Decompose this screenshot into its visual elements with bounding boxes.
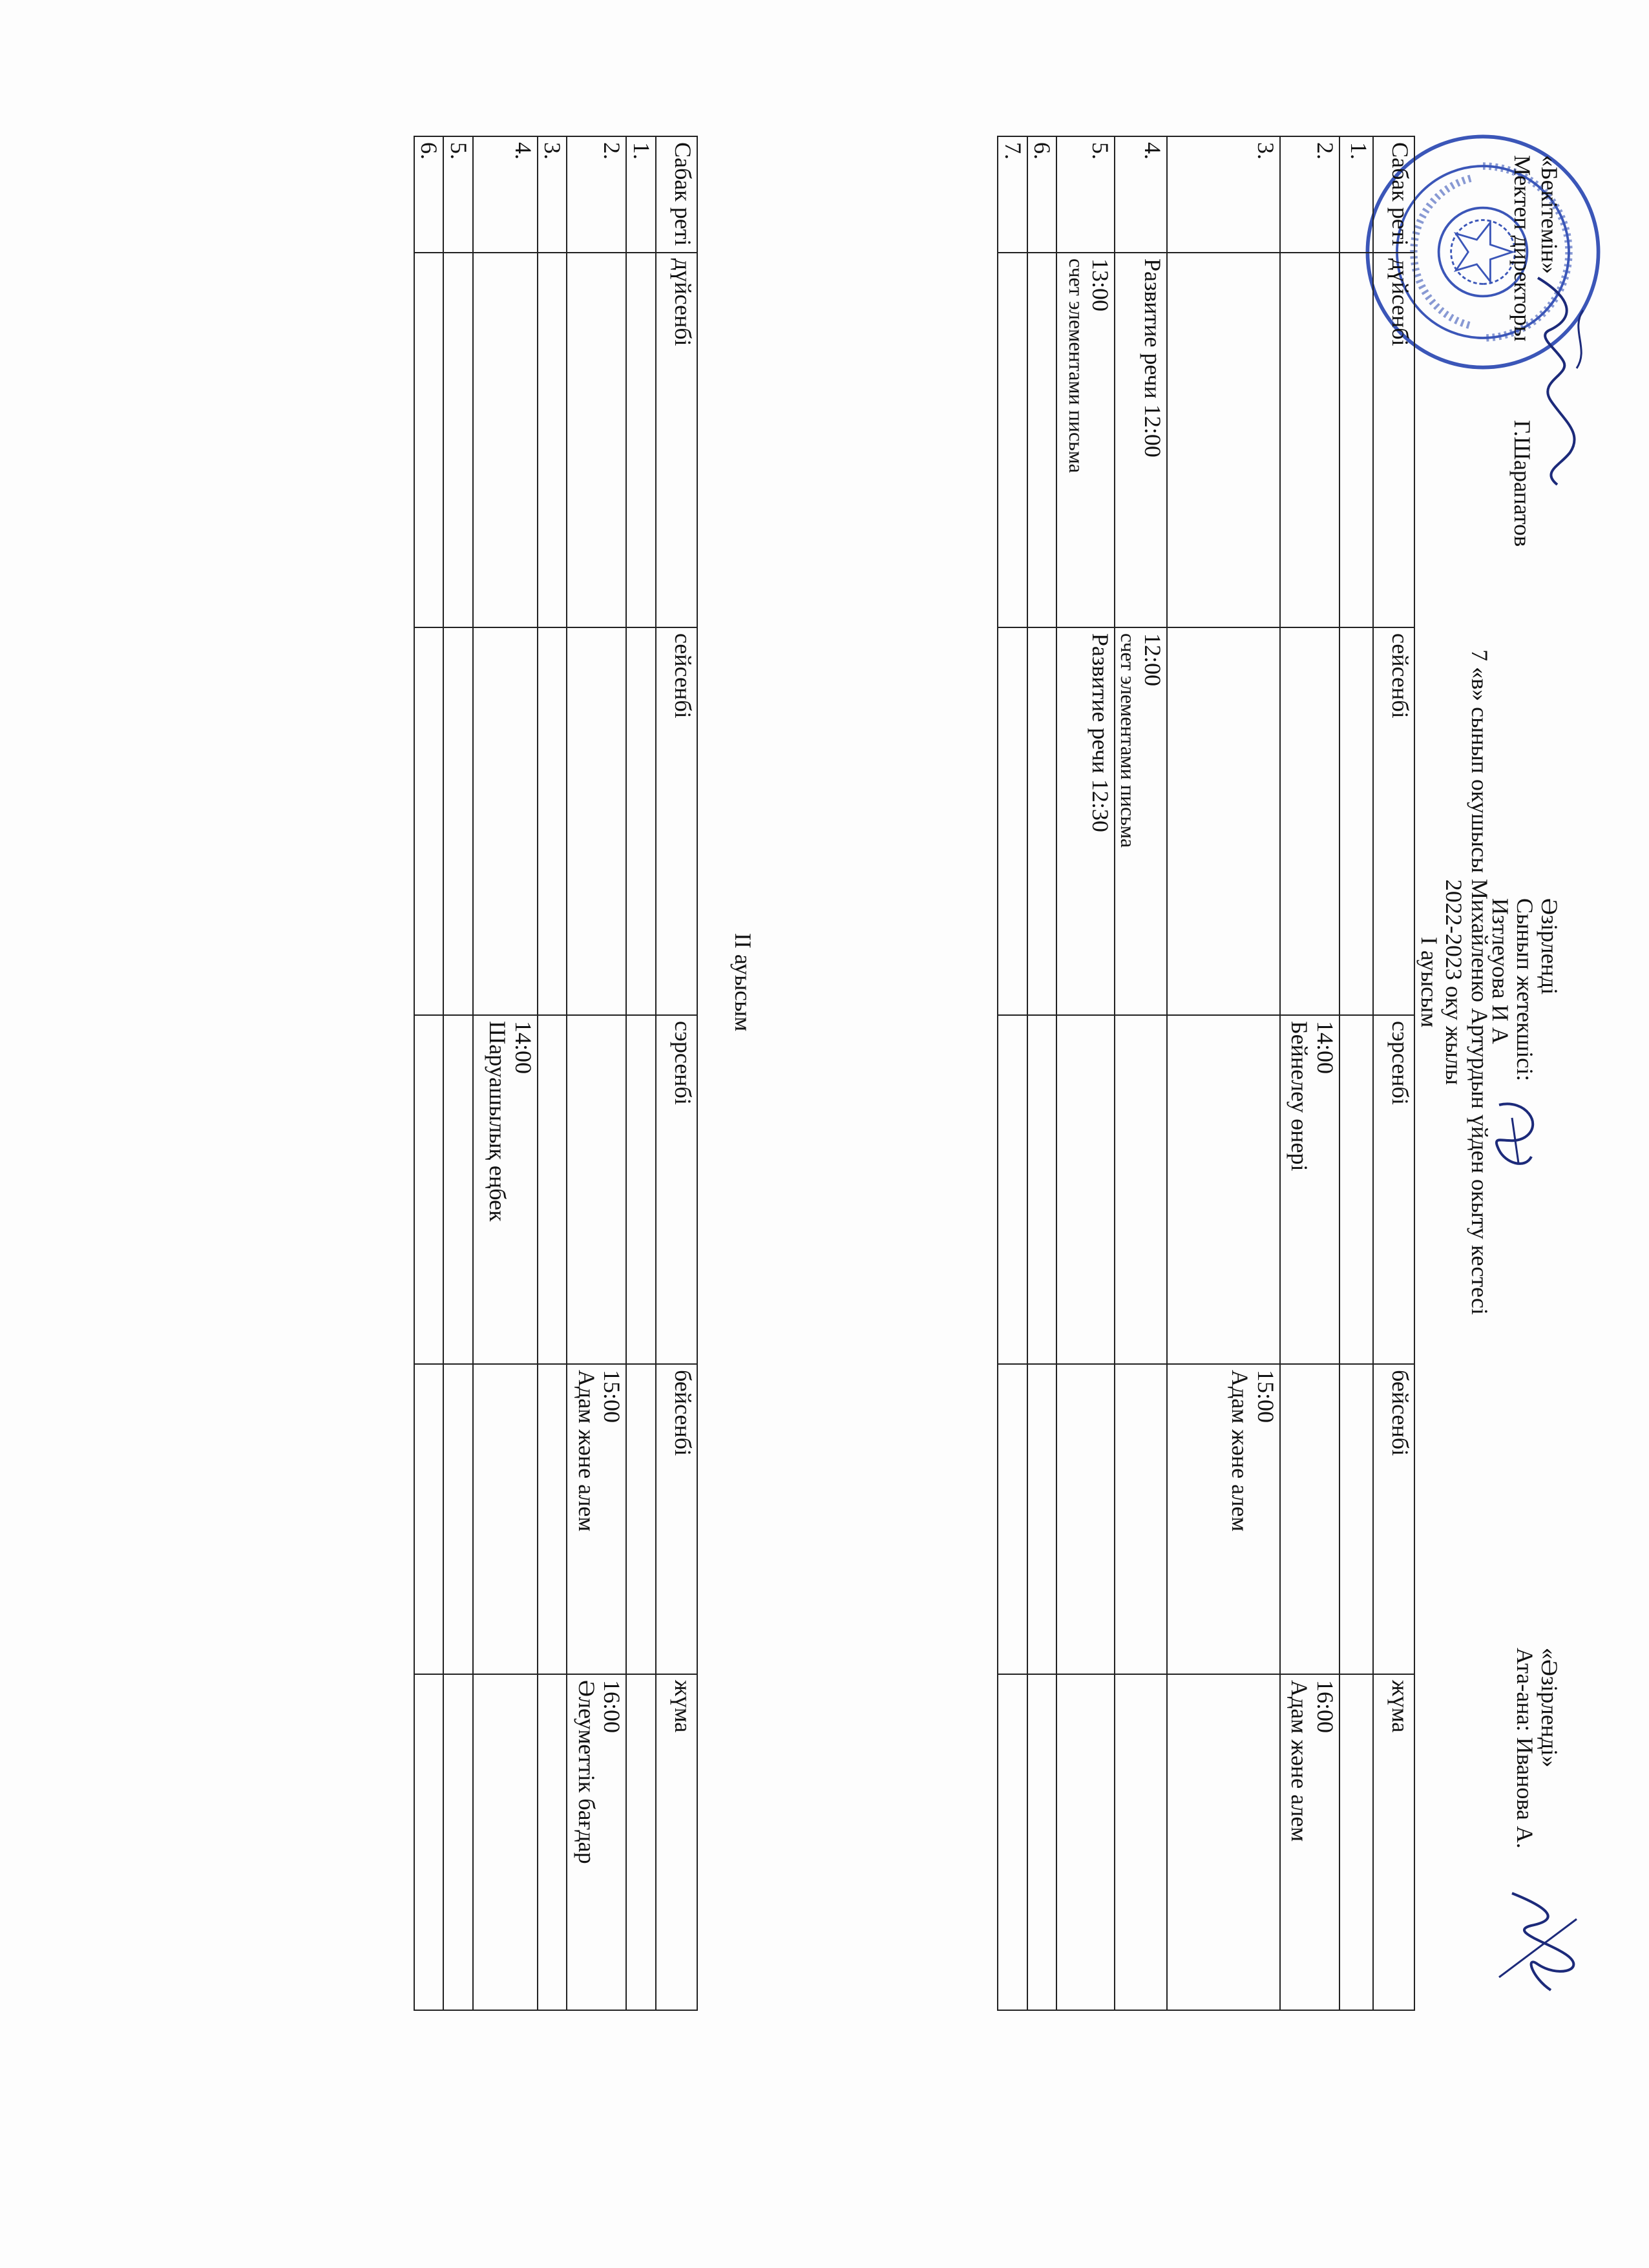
approved-label: «Бекітемін» — [1537, 155, 1562, 274]
cell-friday — [538, 1674, 567, 2010]
cell-monday — [1167, 253, 1280, 627]
table-row — [626, 136, 656, 2010]
cell-monday — [1339, 253, 1373, 627]
table-row — [1339, 136, 1373, 2010]
cell-monday — [1280, 253, 1339, 627]
parent-signature — [1493, 1880, 1596, 1997]
cell-monday — [567, 253, 626, 627]
cell-tuesday — [1280, 627, 1339, 1015]
cell-text: 15:00 — [599, 1370, 625, 1423]
cell-friday — [567, 1674, 626, 2010]
table-row — [1056, 136, 1115, 2010]
cell-wednesday — [626, 1015, 656, 1364]
col-friday: жүма — [1373, 1674, 1414, 2010]
lesson-number: 1. — [1339, 136, 1373, 253]
cell-friday — [1027, 1674, 1057, 2010]
col-wednesday: сэрсенбі — [656, 1015, 697, 1364]
lesson-number: 4. — [473, 136, 538, 253]
cell-thursday — [414, 1364, 444, 1674]
cell-text: Развитие речи 12:30 — [1087, 633, 1114, 832]
rotated-content — [52, 6, 1602, 2203]
cell-text: Адам және алем — [573, 1370, 600, 1532]
cell-friday — [473, 1674, 538, 2010]
shift-1-label: I ауысым — [1416, 936, 1442, 1028]
cell-thursday — [998, 1364, 1027, 1674]
cell-friday — [626, 1674, 656, 2010]
cell-tuesday — [538, 627, 567, 1015]
lesson-number: 7. — [998, 136, 1027, 253]
school-year: 2022-2023 оку жылы — [1441, 879, 1467, 1086]
cell-thursday — [1027, 1364, 1057, 1674]
table-header-row — [1373, 136, 1414, 2010]
lesson-number: 6. — [1027, 136, 1057, 253]
cell-monday — [538, 253, 567, 627]
cell-wednesday — [567, 1015, 626, 1364]
cell-wednesday — [1056, 1015, 1115, 1364]
table-header-row — [656, 136, 697, 2010]
col-lesson-order: Сабак реті — [1373, 136, 1414, 253]
table-row — [473, 136, 538, 2010]
cell-tuesday — [1339, 627, 1373, 1015]
cell-friday — [1339, 1674, 1373, 2010]
parent-name: Ата-ана: Иванова А. — [1512, 1648, 1538, 1849]
cell-tuesday — [1115, 627, 1167, 1015]
cell-text: Адам және алем — [1227, 1370, 1254, 1532]
cell-thursday — [1339, 1364, 1373, 1674]
col-tuesday: сейсенбі — [656, 627, 697, 1015]
cell-tuesday — [443, 627, 473, 1015]
cell-friday — [414, 1674, 444, 2010]
cell-monday — [473, 253, 538, 627]
lesson-number: 3. — [538, 136, 567, 253]
cell-friday — [1167, 1674, 1280, 2010]
schedule-table-shift-1 — [997, 136, 1415, 2011]
col-wednesday: сэрсенбі — [1373, 1015, 1414, 1364]
table-row — [538, 136, 567, 2010]
cell-monday — [1056, 253, 1115, 627]
cell-wednesday — [1115, 1015, 1167, 1364]
lesson-number: 5. — [1056, 136, 1115, 253]
table-row — [1115, 136, 1167, 2010]
cell-text: 14:00 — [1312, 1021, 1338, 1075]
cell-monday — [626, 253, 656, 627]
cell-tuesday — [414, 627, 444, 1015]
col-tuesday: сейсенбі — [1373, 627, 1414, 1015]
col-lesson-order: Сабак реті — [656, 136, 697, 253]
schedule-table-shift-2 — [414, 136, 698, 2011]
cell-tuesday — [1167, 627, 1280, 1015]
cell-text: счет элементами письма — [1064, 258, 1088, 473]
cell-friday — [1056, 1674, 1115, 2010]
cell-thursday — [443, 1364, 473, 1674]
cell-thursday — [1056, 1364, 1115, 1674]
cell-friday — [1115, 1674, 1167, 2010]
cell-text: 13:00 — [1087, 258, 1114, 312]
cell-text: счет элементами письма — [1117, 633, 1140, 848]
cell-wednesday — [443, 1015, 473, 1364]
cell-thursday — [626, 1364, 656, 1674]
cell-monday — [1115, 253, 1167, 627]
table-row — [567, 136, 626, 2010]
cell-monday — [998, 253, 1027, 627]
shift-2-label: II ауысым — [730, 932, 756, 1032]
cell-monday — [1027, 253, 1057, 627]
cell-wednesday — [538, 1015, 567, 1364]
cell-wednesday — [1027, 1015, 1057, 1364]
cell-tuesday — [998, 627, 1027, 1015]
table-row — [1167, 136, 1280, 2010]
cell-thursday — [567, 1364, 626, 1674]
teacher-role: Сынып жетекшісі: — [1512, 898, 1538, 1082]
cell-thursday — [1167, 1364, 1280, 1674]
table-row — [998, 136, 1027, 2010]
lesson-number: 3. — [1167, 136, 1280, 253]
cell-monday — [443, 253, 473, 627]
cell-thursday — [1115, 1364, 1167, 1674]
director-role: Мектеп директоры — [1509, 155, 1535, 342]
col-thursday: бейсенбі — [1373, 1364, 1414, 1674]
cell-wednesday — [1167, 1015, 1280, 1364]
cell-tuesday — [1027, 627, 1057, 1015]
cell-text: Развитие речи 12:00 — [1140, 258, 1166, 457]
col-monday: дүйсенбі — [656, 253, 697, 627]
cell-tuesday — [567, 627, 626, 1015]
table-row — [1280, 136, 1339, 2010]
cell-text: 15:00 — [1253, 1370, 1279, 1423]
cell-thursday — [473, 1364, 538, 1674]
col-thursday: бейсенбі — [656, 1364, 697, 1674]
document-title: 7 «в» сынып окушысы Михайленко Артурдын үйден окыту кестесі — [1467, 649, 1493, 1315]
cell-text: 12:00 — [1140, 633, 1166, 687]
cell-text: Адам және алем — [1287, 1680, 1313, 1842]
table-row — [1027, 136, 1057, 2010]
cell-friday — [998, 1674, 1027, 2010]
col-friday: жүма — [656, 1674, 697, 2010]
cell-monday — [414, 253, 444, 627]
teacher-name: Изтлеуова И А — [1487, 898, 1513, 1044]
cell-tuesday — [1056, 627, 1115, 1015]
director-name: Г.Шарапатов — [1509, 420, 1535, 547]
parent-agreed-label: «Әзірленді» — [1537, 1648, 1562, 1768]
cell-wednesday — [473, 1015, 538, 1364]
cell-thursday — [1280, 1364, 1339, 1674]
prepared-label: Әзірленді — [1537, 898, 1562, 995]
cell-text: Бейнелеу өнері — [1287, 1021, 1313, 1171]
cell-tuesday — [473, 627, 538, 1015]
cell-text: 16:00 — [599, 1680, 625, 1734]
cell-tuesday — [626, 627, 656, 1015]
cell-text: 14:00 — [510, 1021, 536, 1075]
cell-thursday — [538, 1364, 567, 1674]
cell-friday — [443, 1674, 473, 2010]
cell-wednesday — [1280, 1015, 1339, 1364]
lesson-number: 5. — [443, 136, 473, 253]
col-monday: дүйсенбі — [1373, 253, 1414, 627]
lesson-number: 2. — [567, 136, 626, 253]
table-row — [414, 136, 444, 2010]
lesson-number: 2. — [1280, 136, 1339, 253]
cell-text: Әлеуметтік бағдар — [573, 1680, 600, 1864]
table-row — [443, 136, 473, 2010]
cell-text: 16:00 — [1312, 1680, 1338, 1734]
lesson-number: 4. — [1115, 136, 1167, 253]
cell-wednesday — [998, 1015, 1027, 1364]
cell-wednesday — [414, 1015, 444, 1364]
cell-friday — [1280, 1674, 1339, 2010]
lesson-number: 1. — [626, 136, 656, 253]
lesson-number: 6. — [414, 136, 444, 253]
cell-text: Шаруашылық еңбек — [485, 1021, 511, 1222]
cell-wednesday — [1339, 1015, 1373, 1364]
